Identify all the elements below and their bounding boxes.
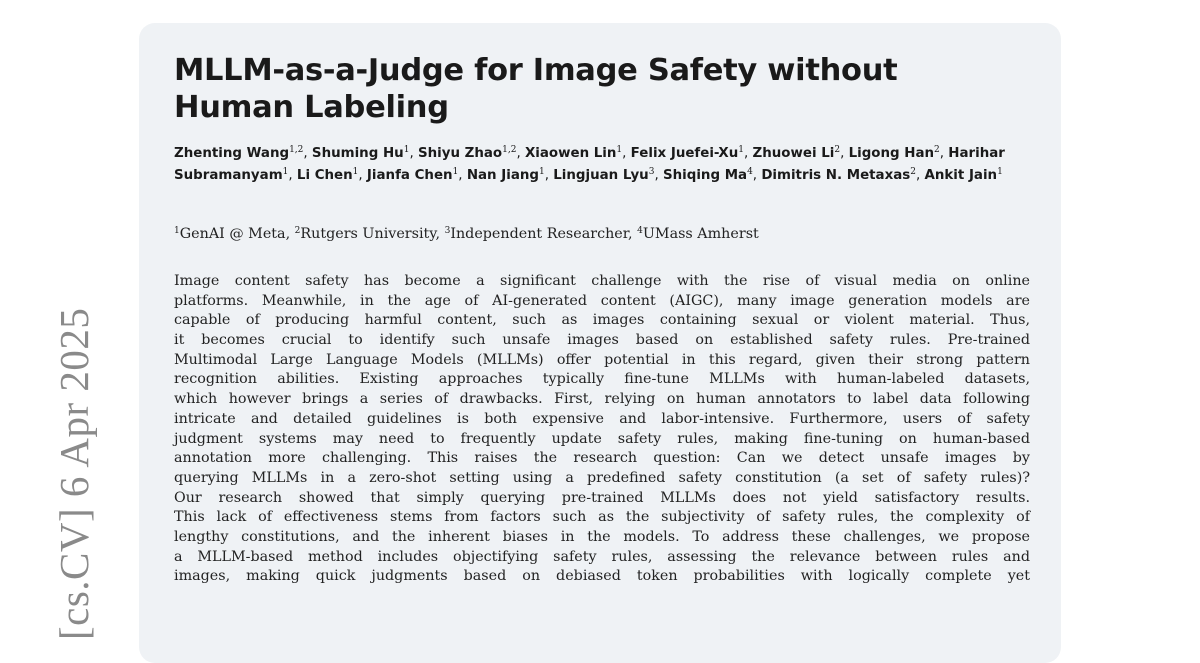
- abstract-line: Multimodal Large Language Models (MLLMs) offer potential in this regard, given their strong pattern: [174, 351, 1030, 368]
- abstract-line: intricate and detailed guidelines is both expensive and labor-intensive. Furthermore, users of safety: [174, 410, 1030, 427]
- author-affiliation-mark: 1: [403, 145, 410, 155]
- author-name: Nan Jiang: [466, 168, 539, 183]
- author-name: Zhuowei Li: [752, 146, 835, 161]
- paper-title-line-1: MLLM-as-a-Judge for Image Safety without: [174, 53, 898, 88]
- author-list: Zhenting Wang$^{1,2}$, Shuming Hu$^1$, Shiyu Zhao$^{1,2}$, Xiaowen Lin$^1$, Felix Juefei-Xu$^1$, Zhuowei Li$^2$, Ligong Han$^2$, Harihar Subramanyam$^1$, Li Chen$^1$, Jianfa Chen$^1$, Nan Jiang$^1$, Lingjuan Lyu$^3$, Shiqing Ma$^4$, Dimitris N. Metaxas$^2$, Ankit Jain$^1$: [174, 145, 1005, 183]
- abstract-body: [174, 272, 1030, 587]
- author-affiliation-mark: 3: [648, 167, 655, 177]
- affiliation-list: $^1$GenAI @ Meta, $^2$Rutgers University, $^3$Independent Researcher, $^4$UMass Amherst: [174, 226, 759, 242]
- abstract-line: platforms. Meanwhile, in the age of AI-generated content (AIGC), many image generation models are: [174, 292, 1030, 309]
- author-affiliation-mark: 1: [538, 167, 545, 177]
- author-affiliation-mark: 1: [738, 145, 744, 155]
- author-affiliation-mark: 1,2: [502, 145, 517, 155]
- abstract-line: querying MLLMs in a zero-shot setting using a predefined safety constitution (a set of safety rules)?: [174, 469, 1030, 486]
- abstract-line: which however brings a series of drawbacks. First, relying on human annotators to label data following: [174, 391, 1030, 408]
- abstract-line: images, making quick judgments based on debiased token probabilities with logically complete yet: [174, 568, 1030, 585]
- abstract-line: judgment systems may need to frequently update safety rules, making fine-tuning on human-based: [174, 430, 1030, 447]
- abstract-line: annotation more challenging. This raises the research question: Can we detect unsafe images by: [174, 450, 1030, 467]
- affiliation-name: GenAI @ Meta: [179, 226, 286, 242]
- author-affiliation-mark: 2: [834, 145, 841, 155]
- abstract-line: recognition abilities. Existing approaches typically fine-tune MLLMs with human-labeled datasets,: [174, 371, 1030, 388]
- author-name: Li Chen: [296, 168, 353, 183]
- author-name: Zhenting Wang: [174, 146, 290, 161]
- author-name: Jianfa Chen: [366, 168, 453, 183]
- author-name: Dimitris N. Metaxas: [761, 168, 911, 183]
- abstract-line: This lack of effectiveness stems from factors such as the subjectivity of safety rules, the complexity of: [174, 509, 1030, 526]
- author-name: Shiqing Ma: [662, 168, 748, 183]
- paper-title-line-2: Human Labeling: [174, 90, 449, 125]
- affiliation-name: UMass Amherst: [642, 226, 759, 242]
- affiliation-name: Independent Researcher: [450, 226, 629, 242]
- author-name: Ankit Jain: [924, 168, 998, 183]
- author-affiliation-mark: 1,2: [289, 145, 304, 155]
- author-affiliation-mark: 1: [452, 167, 459, 177]
- author-affiliation-mark: 1: [352, 167, 359, 177]
- author-name: Ligong Han: [848, 146, 935, 161]
- abstract-line: capable of producing harmful content, such as images containing sexual or violent material. Thus,: [174, 312, 1030, 329]
- affiliation-number: 2: [294, 226, 301, 236]
- author-affiliation-mark: 4: [747, 167, 753, 177]
- affiliation-number: 1: [174, 226, 180, 236]
- affiliation-number: 4: [637, 226, 643, 236]
- abstract-line: Image content safety has become a significant challenge with the rise of visual media on online: [174, 273, 1030, 289]
- abstract-line: Our research showed that simply querying pre-trained MLLMs does not yield satisfactory results.: [174, 489, 1030, 506]
- author-affiliation-mark: 2: [910, 167, 916, 177]
- abstract-line: it becomes crucial to identify such unsafe images based on established safety rules. Pre-trained: [174, 332, 1030, 349]
- affiliation-number: 3: [444, 226, 451, 236]
- author-name: Lingjuan Lyu: [553, 168, 649, 183]
- author-affiliation-mark: 1: [616, 145, 623, 155]
- arxiv-side-stamp: [cs.CV] 6 Apr 2025: [51, 307, 97, 640]
- author-name: Xiaowen Lin: [524, 146, 617, 161]
- author-affiliation-mark: 2: [934, 145, 940, 155]
- abstract-line: lengthy constitutions, and the inherent biases in the models. To address these challenges, we propose: [174, 528, 1030, 545]
- author-name: Felix Juefei-Xu: [630, 146, 739, 161]
- author-name: Shuming Hu: [311, 146, 404, 161]
- author-affiliation-mark: 1: [282, 167, 289, 177]
- author-name: Harihar Subramanyam: [174, 146, 1005, 183]
- author-name: Shiyu Zhao: [417, 146, 503, 161]
- abstract-line: a MLLM-based method includes objectifying safety rules, assessing the relevance between rules and: [174, 548, 1030, 565]
- paper-title: [174, 52, 1034, 126]
- affiliation-name: Rutgers University: [300, 226, 436, 242]
- author-affiliation-mark: 1: [997, 167, 1003, 177]
